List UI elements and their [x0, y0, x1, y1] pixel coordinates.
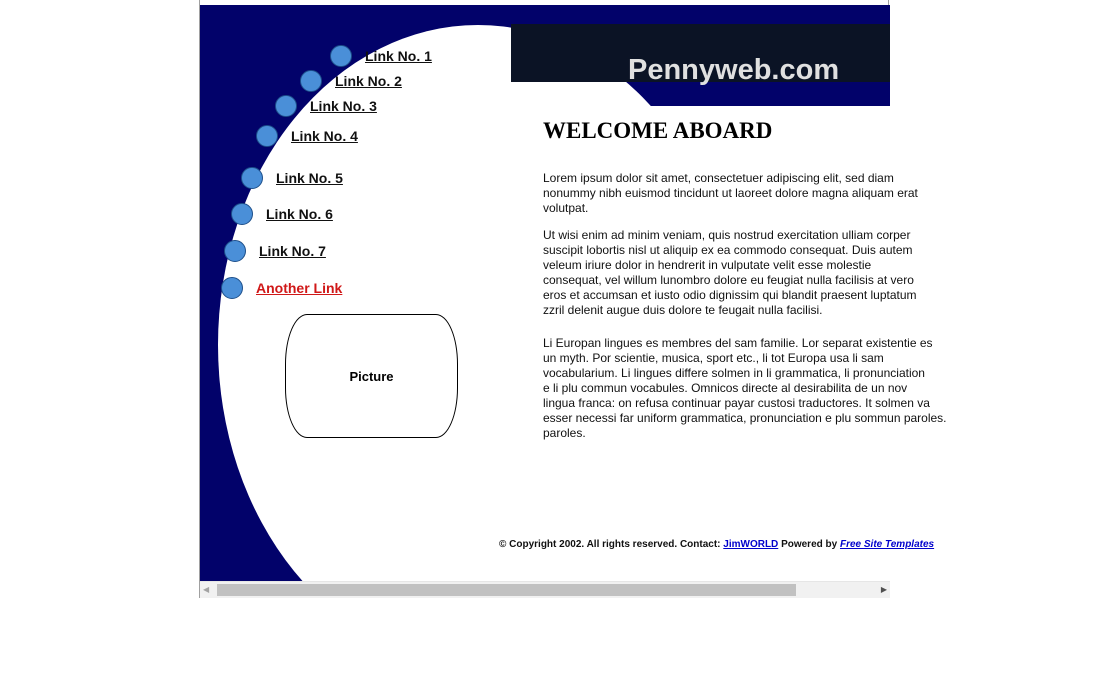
paragraph-3: [543, 336, 947, 441]
bullet-icon: [241, 167, 263, 189]
site-title: Pennyweb.com: [628, 54, 840, 86]
text-line: lingua franca: on refusa continuar payar custosi traductores. It solmen va: [543, 396, 930, 410]
text-line: volutpat.: [543, 201, 589, 215]
nav-link-label: Link No. 7: [259, 243, 326, 259]
paragraph-2: [543, 228, 917, 318]
text-line: consequat, vel willum lunombro dolore eu feugiat nulla facilisis at vero: [543, 273, 914, 287]
nav-link-5[interactable]: [241, 167, 343, 189]
nav-link-another[interactable]: [221, 277, 342, 299]
page-heading: WELCOME ABOARD: [543, 118, 773, 143]
browser-viewport: [199, 0, 947, 598]
nav-link-7[interactable]: [224, 240, 326, 262]
bullet-icon: [300, 70, 322, 92]
scroll-right-arrow-icon[interactable]: ▶: [880, 585, 887, 594]
main-content: [543, 118, 947, 453]
nav-link-label: Another Link: [256, 280, 343, 296]
text-line: un myth. Por scientie, musica, sport etc., li tot Europa usa li sam: [543, 351, 884, 365]
copyright-text: © Copyright 2002. All rights reserved. Contact:: [499, 539, 721, 550]
scrollbar-thumb[interactable]: [217, 584, 796, 596]
text-line: vocabularium. Li lingues differe solmen in li grammatica, li pronunciation: [543, 366, 925, 380]
powered-by-text: Powered by: [781, 539, 838, 550]
text-line: suscipit lobortis nisl ut aliquip ex ea commodo consequat. Duis autem: [543, 243, 913, 257]
nav-link-label: Link No. 4: [291, 128, 358, 144]
nav-link-label: Link No. 2: [335, 73, 402, 89]
powered-by-link[interactable]: Free Site Templates: [839, 539, 935, 550]
text-line: Ut wisi enim ad minim veniam, quis nostrud exercitation ulliam corper: [543, 228, 911, 242]
nav-link-3[interactable]: [275, 95, 377, 117]
nav-link-1[interactable]: [330, 45, 432, 67]
paragraph-1: [543, 171, 918, 216]
text-line: veleum iriure dolor in hendrerit in vulputate velit esse molestie: [543, 258, 872, 272]
picture-placeholder: [285, 314, 458, 438]
text-line: zzril delenit augue duis dolore te feugait nulla facilisi.: [543, 303, 823, 317]
nav-link-label: Link No. 6: [266, 206, 333, 222]
text-line: e li plu commun vocabules. Omnicos directe al desirabilita de un nov: [543, 381, 908, 395]
nav-link-6[interactable]: [231, 203, 333, 225]
horizontal-scrollbar[interactable]: [200, 581, 890, 598]
bullet-icon: [221, 277, 243, 299]
text-line: nonummy nibh euismod tincidunt ut laoreet dolore magna aliquam erat: [543, 186, 918, 200]
nav-link-label: Link No. 3: [310, 98, 377, 114]
text-line: Lorem ipsum dolor sit amet, consectetuer adipiscing elit, sed diam: [543, 171, 894, 185]
nav-link-label: Link No. 5: [276, 170, 343, 186]
bullet-icon: [256, 125, 278, 147]
nav-link-label: Link No. 1: [365, 48, 432, 64]
bullet-icon: [330, 45, 352, 67]
contact-link[interactable]: JimWORLD: [723, 539, 779, 550]
nav-link-2[interactable]: [300, 70, 402, 92]
bullet-icon: [224, 240, 246, 262]
text-line: Li Europan lingues es membres del sam familie. Lor separat existentie es: [543, 336, 933, 350]
text-line: esser necessi far uniform grammatica, pronunciation e plu sommun paroles.: [543, 411, 947, 425]
scroll-left-arrow-icon[interactable]: ◀: [203, 585, 210, 594]
nav-link-4[interactable]: [256, 125, 358, 147]
bullet-icon: [275, 95, 297, 117]
bullet-icon: [231, 203, 253, 225]
text-line: paroles.: [543, 426, 586, 440]
text-line: eros et accumsan et iusto odio dignissim qui blandit praesent luptatum: [543, 288, 917, 302]
footer: [499, 539, 934, 550]
picture-label: Picture: [349, 368, 394, 384]
